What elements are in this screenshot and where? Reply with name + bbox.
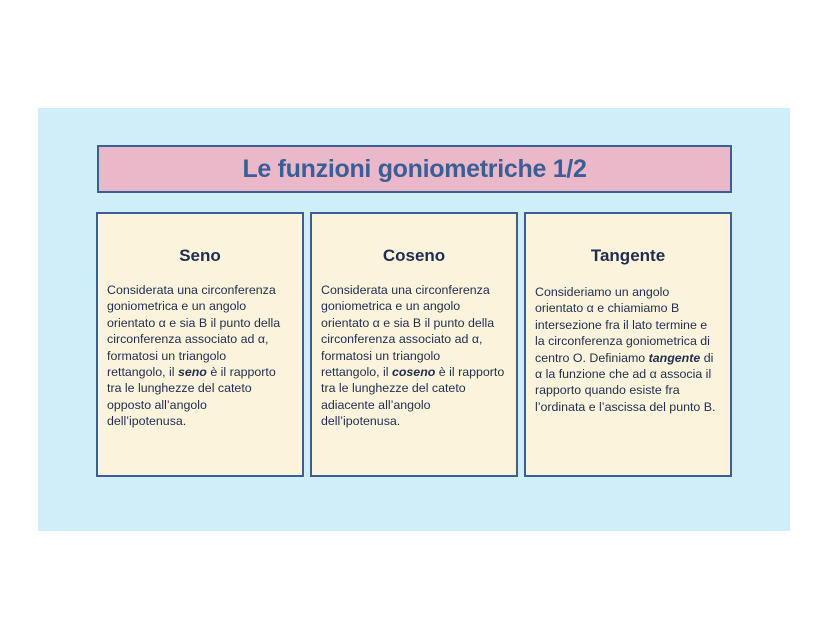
text-line: Consideriamo un angolo: [535, 285, 670, 299]
emphasis-tangente: tangente: [648, 350, 701, 365]
text-line: orientato α e sia B il punto della: [321, 315, 495, 330]
emphasis-coseno: coseno: [391, 365, 436, 380]
title-banner: [97, 145, 732, 193]
text-line: Considerata una circonferenza: [107, 283, 276, 297]
card-title-tangente: Tangente: [590, 246, 666, 265]
card-body-coseno: [321, 282, 510, 430]
card-seno: [96, 212, 304, 477]
text-line: circonferenza associato ad α,: [107, 332, 269, 347]
text-fragment: centro O. Definiamo: [535, 350, 649, 365]
card-tangente: [524, 212, 732, 477]
card-title-coseno: Coseno: [382, 246, 446, 265]
text-fragment: rettangolo, il: [321, 365, 392, 380]
card-body-seno: [107, 282, 296, 430]
text-line: adiacente all’angolo: [321, 397, 431, 412]
card-body-tangente: [535, 284, 724, 415]
text-fragment: di: [700, 350, 714, 365]
text-line: intersezione fra il lato termine e: [535, 317, 708, 332]
text-line: [321, 364, 510, 380]
card-coseno: [310, 212, 518, 477]
text-line: tra le lunghezze del cateto: [107, 381, 252, 396]
card-title-seno: Seno: [179, 246, 221, 265]
text-line: orientato α e sia B il punto della: [107, 315, 281, 330]
slide: [38, 108, 790, 531]
emphasis-seno: seno: [177, 365, 207, 380]
text-line: tra le lunghezze del cateto: [321, 381, 466, 396]
text-fragment: è il rapporto: [435, 365, 505, 380]
text-line: goniometrica e un angolo: [321, 299, 461, 314]
text-line: l’ordinata e l’ascissa del punto B.: [535, 399, 716, 414]
text-line: circonferenza associato ad α,: [321, 332, 483, 347]
text-fragment: rettangolo, il: [107, 365, 178, 380]
slide-title: Le funzioni goniometriche 1/2: [242, 154, 587, 183]
text-line: opposto all’angolo: [107, 397, 207, 412]
text-line: dell’ipotenusa.: [321, 414, 401, 429]
text-line: Considerata una circonferenza: [321, 283, 490, 297]
text-fragment: è il rapporto: [206, 365, 276, 380]
text-line: goniometrica e un angolo: [107, 299, 247, 314]
text-line: formatosi un triangolo: [107, 348, 227, 363]
text-line: formatosi un triangolo: [321, 348, 441, 363]
text-line: α la funzione che ad α associa il: [535, 367, 712, 382]
text-line: [535, 350, 724, 366]
text-line: la circonferenza goniometrica di: [535, 334, 710, 349]
text-line: [107, 364, 296, 380]
text-line: orientato α e chiamiamo B: [535, 301, 680, 316]
text-line: dell’ipotenusa.: [107, 414, 187, 429]
text-line: rapporto quando esiste fra: [535, 383, 680, 398]
